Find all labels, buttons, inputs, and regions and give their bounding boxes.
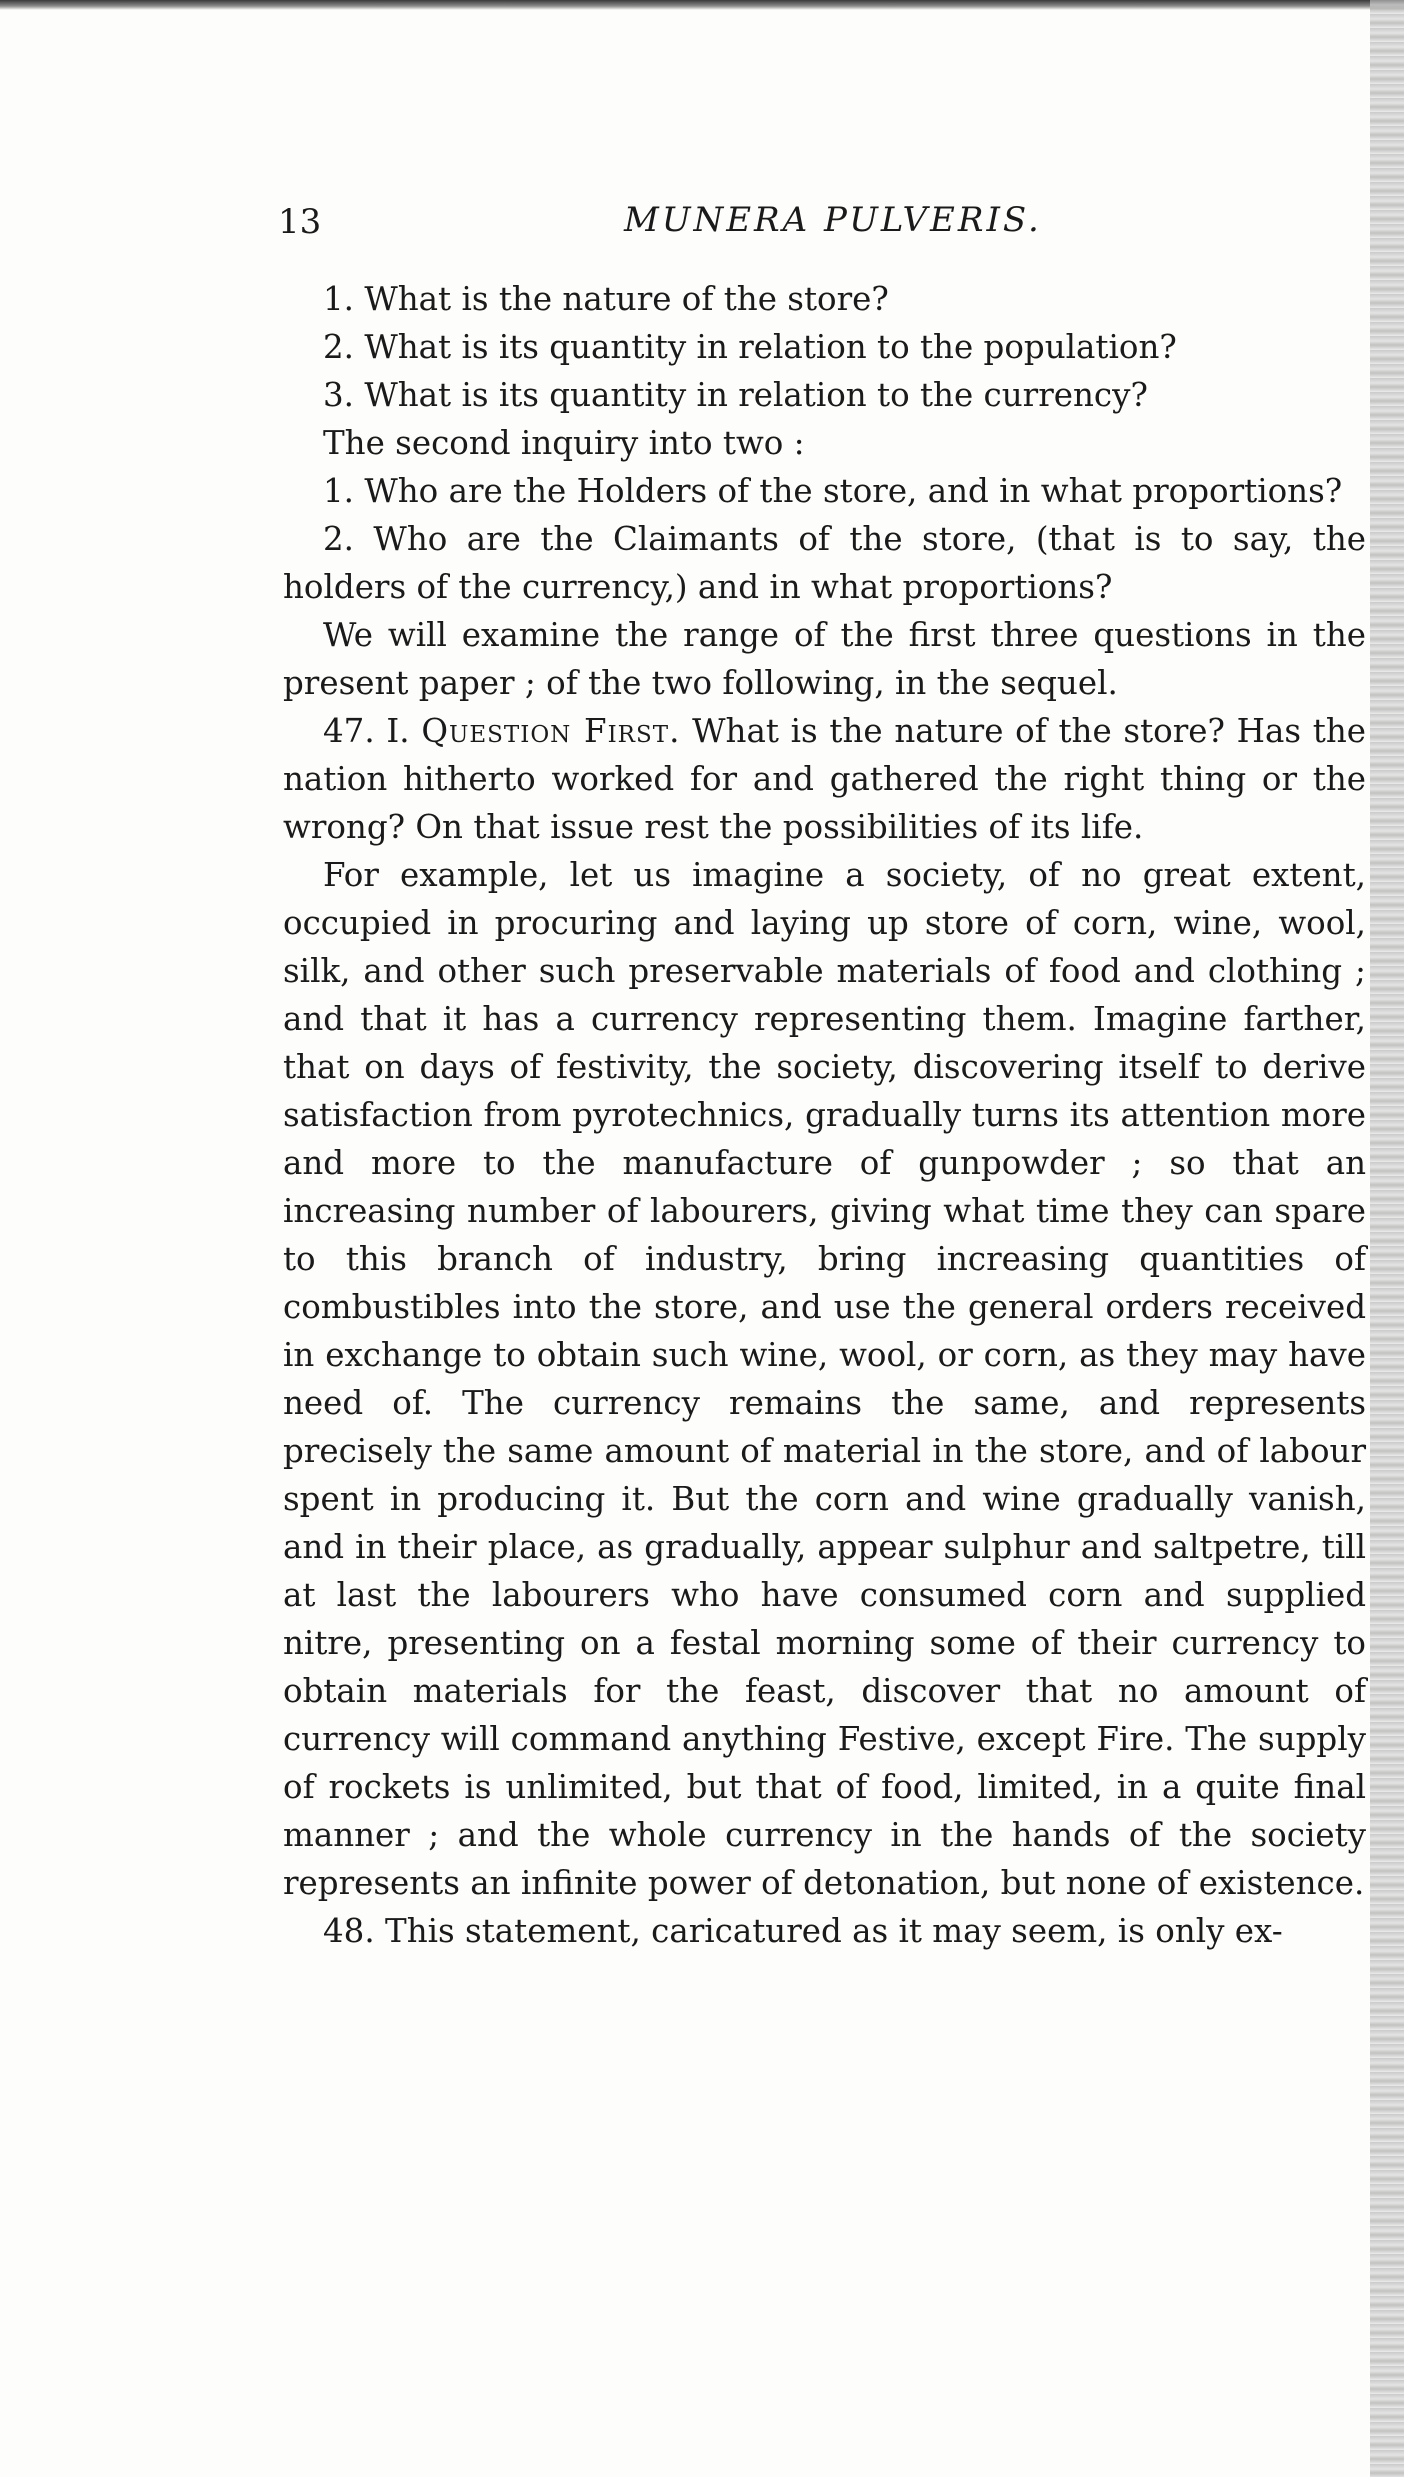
page-top-edge-shadow (0, 0, 1404, 10)
examine-paragraph: We will examine the range of the first three questions in the present paper ; of the two following, in the sequel. (283, 616, 1366, 702)
question-2: 2. What is its quantity in relation to the population? (323, 328, 1177, 366)
section-47-paragraph (283, 707, 1366, 851)
body-text (283, 275, 1366, 1955)
section-47-text: What is the nature of the store? Has the nation hitherto worked for and gathered the right thing or the wrong? On that issue rest the possibilities of its life. (283, 712, 1366, 846)
section-48-start: 48. This statement, caricatured as it may seem, is only ex- (323, 1912, 1283, 1950)
holders-question: 1. Who are the Holders of the store, and in what proportions? (323, 472, 1343, 510)
question-3: 3. What is its quantity in relation to the currency? (323, 376, 1148, 414)
section-47-number: 47. I. (323, 712, 410, 750)
question-1: 1. What is the nature of the store? (323, 280, 889, 318)
claimants-question: 2. Who are the Claimants of the store, (that is to say, the holders of the currency,) and in what proportions? (283, 520, 1366, 606)
section-47-heading: Question First. (421, 712, 681, 750)
page-number: 13 (278, 202, 322, 242)
second-inquiry-intro: The second inquiry into two : (323, 424, 805, 462)
example-paragraph: For example, let us imagine a society, of no great extent, occupied in procuring and laying up store of corn, wine, wool, silk, and other such preservable materials of food and clothing ; and that it has a currency representing them. Imagine farther, that on days of festivity, the society, discovering itself to derive satisfaction from pyrotechnics, gradually turns its attention more and more to the manufacture of gunpowder ; so that an increasing number of labourers, giving what time they can spare to this branch of industry, bring increasing quantities of combustibles into the store, and use the general orders received in exchange to obtain such wine, wool, or corn, as they may have need of. The currency remains the same, and represents precisely the same amount of material in the store, and of labour spent in producing it. But the corn and wine gradually vanish, and in their place, as gradually, appear sulphur and saltpetre, till at last the labourers who have consumed corn and supplied nitre, presenting on a festal morning some of their currency to obtain materials for the feast, discover that no amount of currency will command anything Festive, except Fire. The supply of rockets is unlimited, but that of food, limited, in a quite final manner ; and the whole currency in the hands of the society represents an infinite power of detonation, but none of existence. (283, 856, 1366, 1902)
page-binding-edge (1370, 0, 1404, 2477)
running-title: MUNERA PULVERIS. (624, 200, 1042, 240)
